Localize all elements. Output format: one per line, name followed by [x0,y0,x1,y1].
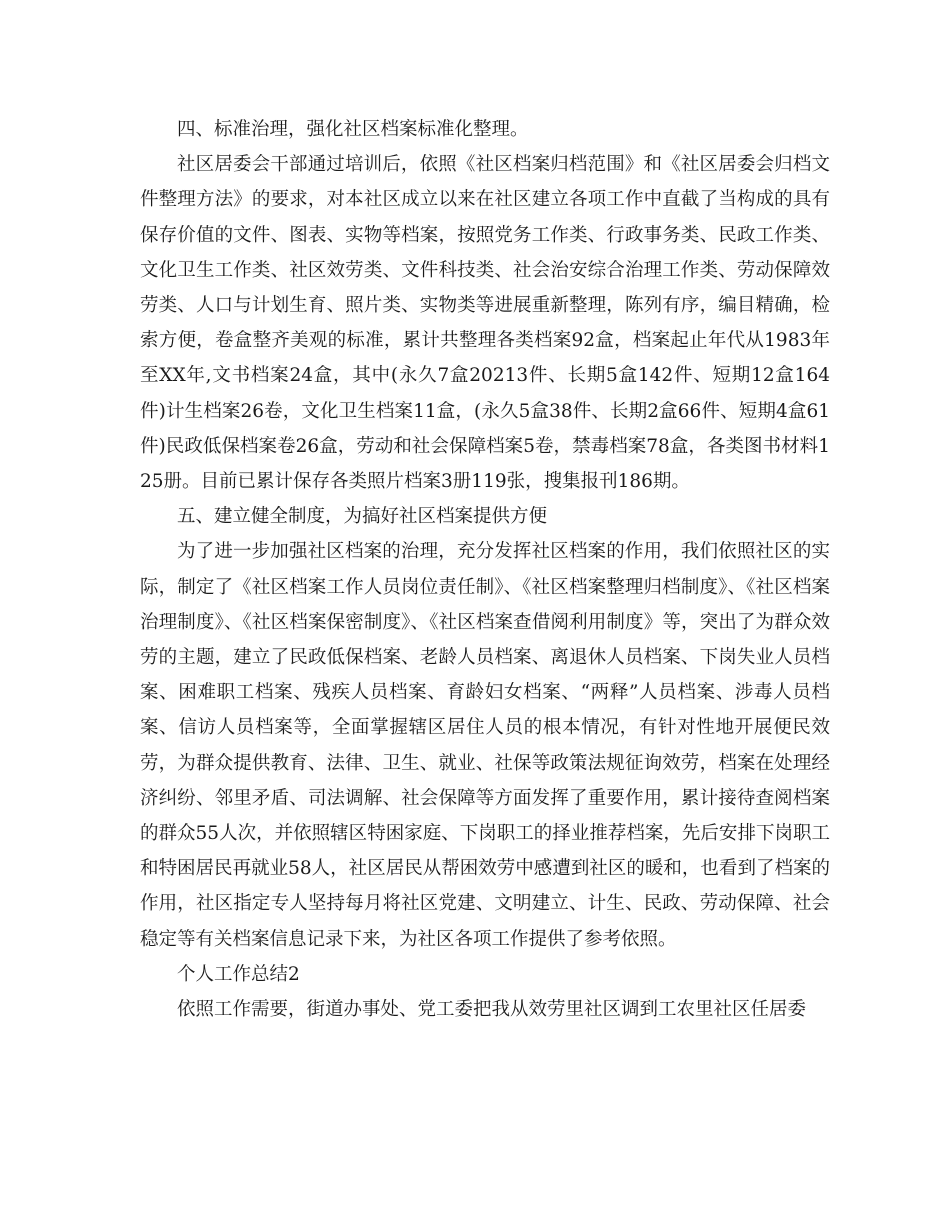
paragraph-archive-rules: 为了进一步加强社区档案的治理，充分发挥社区档案的作用，我们依照社区的实际，制定了《社区档案工作人员岗位责任制》、《社区档案整理归档制度》、《社区档案治理制度》、《社区档案保密制度》、《社区档案查借阅利用制度》等，突出了为群众效劳的主题，建立了民政低保档案、老龄人员档案、离退休人员档案、下岗失业人员档案、困难职工档案、残疾人员档案、育龄妇女档案、“两释”人员档案、涉毒人员档案、信访人员档案等，全面掌握辖区居住人员的根本情况，有针对性地开展便民效劳，为群众提供教育、法律、卫生、就业、社保等政策法规征询效劳，档案在处理经济纠纷、邻里矛盾、司法调解、社会保障等方面发挥了重要作用，累计接待查阅档案的群众55人次，并依照辖区特困家庭、下岗职工的择业推荐档案，先后安排下岗职工和特困居民再就业58人，社区居民从帮困效劳中感遭到社区的暖和，也看到了档案的作用，社区指定专人坚持每月将社区党建、文明建立、计生、民政、劳动保障、社会稳定等有关档案信息记录下来，为社区各项工作提供了参考依照。 [140,541,830,950]
section-heading-system-building: 五、建立健全制度，为搞好社区档案提供方便 [177,506,548,528]
document-body [140,112,830,1027]
section-heading-personal-summary: 个人工作总结2 [177,963,300,985]
section-heading-standard-management: 四、标准治理，强化社区档案标准化整理。 [177,119,529,140]
paragraph-archive-organization: 社区居委会干部通过培训后，依照《社区档案归档范围》和《社区居委会归档文件整理方法》的要求，对本社区成立以来在社区建立各项工作中直截了当构成的具有保存价值的文件、图表、实物等档案，按照党务工作类、行政事务类、民政工作类、文化卫生工作类、社区效劳类、文件科技类、社会治安综合治理工作类、劳动保障效劳类、人口与计划生育、照片类、实物类等进展重新整理，陈列有序，编目精确，检索方便，卷盒整齐美观的标准，累计共整理各类档案92盒，档案起止年代从1983年至XX年,文书档案24盒，其中(永久7盒20213件、长期5盒142件、短期12盒164件)计生档案26卷，文化卫生档案11盒，(永久5盒38件、长期2盒66件、短期4盒61件)民政低保档案卷26盒，劳动和社会保障档案5卷，禁毒档案78盒，各类图书材料125册。目前已累计保存各类照片档案3册119张，搜集报刊186期。 [140,154,830,493]
paragraph-work-transfer: 依照工作需要，街道办事处、党工委把我从效劳里社区调到工农里社区任居委 [177,999,807,1021]
